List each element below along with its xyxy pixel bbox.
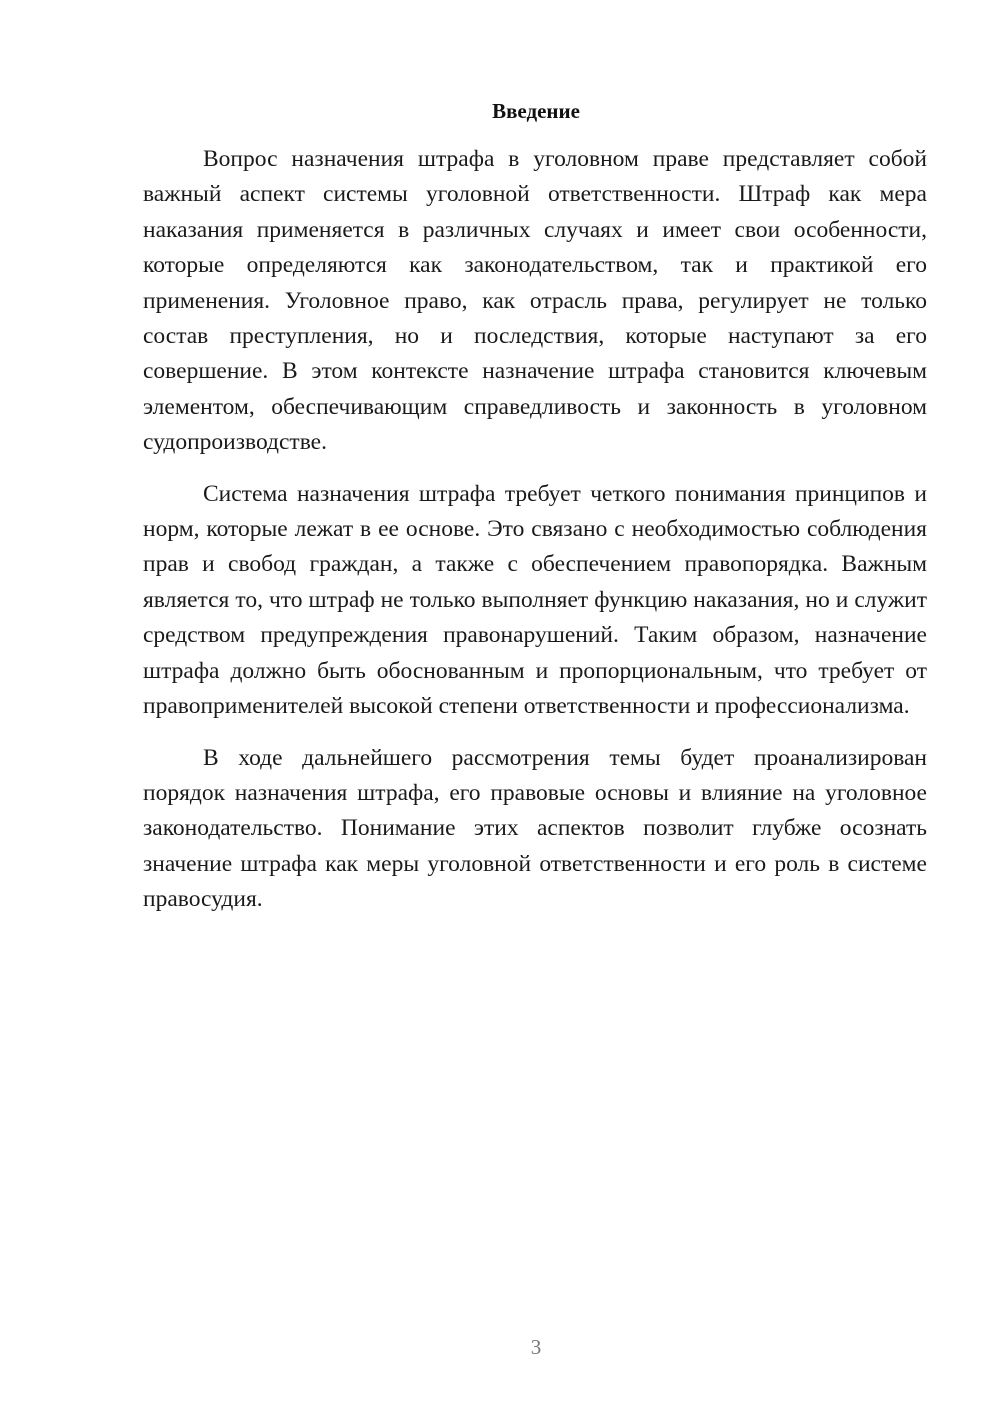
paragraph-3: В ходе дальнейшего рассмотрения темы будет проанализирован порядок назначения штрафа, его правовые основы и влияние на уголовное законодательство. Понимание этих аспектов позволит глубже осознать значение штрафа как меры уголовной ответственности и его роль в системе правосудия. <box>143 744 927 913</box>
paragraph-2: Система назначения штрафа требует четкого понимания принципов и норм, которые лежат в ее основе. Это связано с необходимостью соблюдения прав и свобод граждан, а также с обеспечением правопорядка. Важным является то, что штраф не только выполняет функцию наказания, но и служит средством предупреждения правонарушений. Таким образом, назначение штрафа должно быть обоснованным и пропорциональным, что требует от правоприменителей высокой степени ответственности и профессионализма. <box>143 480 927 720</box>
section-heading: Введение <box>492 99 580 123</box>
body-text <box>143 142 927 918</box>
page-number: 3 <box>530 1335 542 1359</box>
paragraph-1: Вопрос назначения штрафа в уголовном праве представляет собой важный аспект системы уголовной ответственности. Штраф как мера наказания применяется в различных случаях и имеет свои особенности, которые определяются как законодательством, так и практикой его применения. Уголовное право, как отрасль права, регулирует не только состав преступления, но и последствия, которые наступают за его совершение. В этом контексте назначение штрафа становится ключевым элементом, обеспечивающим справедливость и законность в уголовном судопроизводстве. <box>143 146 927 456</box>
